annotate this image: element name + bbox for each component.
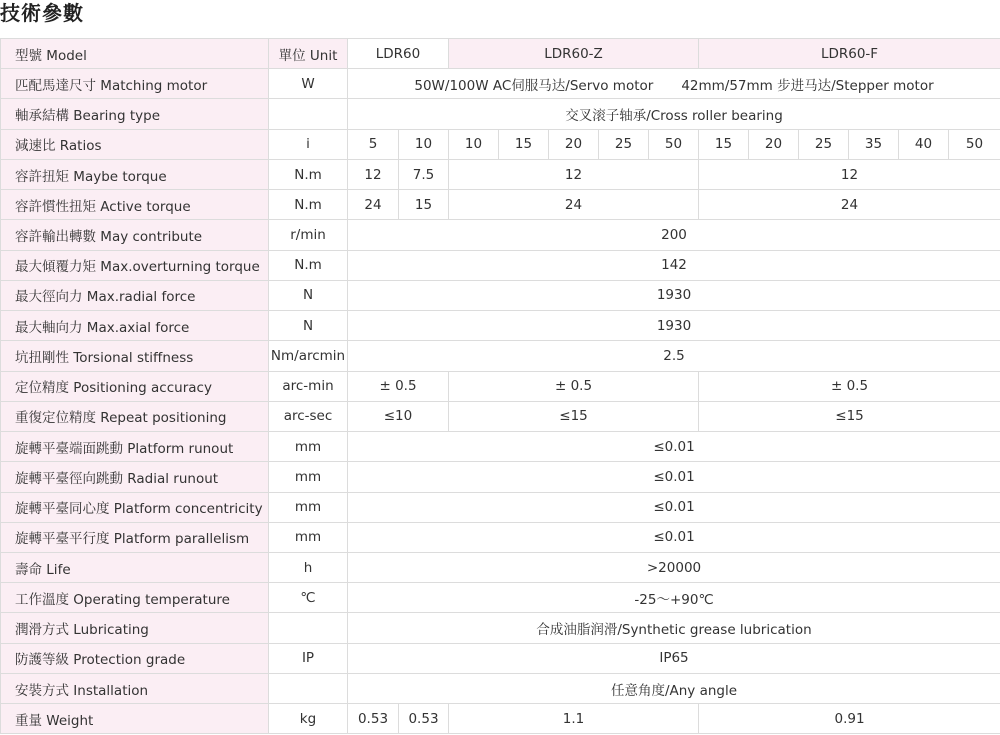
spec-row — [1, 220, 1000, 250]
value-cell: -25～+90℃ — [348, 583, 1000, 613]
spec-row — [1, 250, 1000, 280]
ratio-cell: 25 — [799, 129, 849, 159]
positioning-row — [1, 371, 1000, 401]
value-cell: 7.5 — [399, 159, 449, 189]
row-label: 坑扭剛性 Torsional stiffness — [1, 341, 269, 371]
ratio-cell: 25 — [599, 129, 649, 159]
unit-cell: N — [269, 311, 348, 341]
spec-table — [0, 38, 1000, 734]
row-label: 容許慣性扭矩 Active torque — [1, 190, 269, 220]
value-cell: 合成油脂润滑/Synthetic grease lubrication — [348, 613, 1000, 643]
row-label: 最大徑向力 Max.radial force — [1, 280, 269, 310]
page-title: 技術參數 — [0, 1, 84, 25]
stepper-motor-text: 42mm/57mm 步进马达/Stepper motor — [681, 77, 934, 94]
value-cell — [348, 69, 1000, 99]
spec-row — [1, 552, 1000, 582]
row-label: 軸承結構 Bearing type — [1, 99, 269, 129]
spec-row — [1, 613, 1000, 643]
maybe-torque-row — [1, 159, 1000, 189]
model-ldr60-f: LDR60-F — [699, 39, 1000, 69]
value-cell: 1930 — [348, 280, 1000, 310]
row-label: 容許輸出轉數 May contribute — [1, 220, 269, 250]
unit-cell: W — [269, 69, 348, 99]
unit-cell: mm — [269, 432, 348, 462]
unit-cell: N.m — [269, 159, 348, 189]
ratio-cell: 15 — [699, 129, 749, 159]
value-cell: 交叉滚子轴承/Cross roller bearing — [348, 99, 1000, 129]
value-cell: 12 — [348, 159, 399, 189]
value-cell: ≤15 — [449, 401, 699, 431]
row-label: 減速比 Ratios — [1, 129, 269, 159]
value-cell: 15 — [399, 190, 449, 220]
servo-motor-text: 50W/100W AC伺服马达/Servo motor — [414, 77, 654, 94]
spec-row — [1, 280, 1000, 310]
row-label: 旋轉平臺端面跳動 Platform runout — [1, 432, 269, 462]
spec-row — [1, 462, 1000, 492]
unit-cell: mm — [269, 492, 348, 522]
row-label: 最大軸向力 Max.axial force — [1, 311, 269, 341]
row-label: 定位精度 Positioning accuracy — [1, 371, 269, 401]
row-label: 最大傾覆力矩 Max.overturning torque — [1, 250, 269, 280]
unit-cell: kg — [269, 704, 348, 734]
matching-motor-row — [1, 69, 1000, 99]
unit-cell — [269, 673, 348, 703]
value-cell: ± 0.5 — [449, 371, 699, 401]
ratio-cell: 40 — [899, 129, 949, 159]
value-cell: IP65 — [348, 643, 1000, 673]
unit-cell — [269, 99, 348, 129]
spec-row — [1, 432, 1000, 462]
bearing-row — [1, 99, 1000, 129]
value-cell: 12 — [449, 159, 699, 189]
row-label: 重復定位精度 Repeat positioning — [1, 401, 269, 431]
row-label: 容許扭矩 Maybe torque — [1, 159, 269, 189]
value-cell: ≤0.01 — [348, 492, 1000, 522]
row-label: 重量 Weight — [1, 704, 269, 734]
unit-cell: h — [269, 552, 348, 582]
unit-cell: ℃ — [269, 583, 348, 613]
value-cell: ≤10 — [348, 401, 449, 431]
row-label: 旋轉平臺同心度 Platform concentricity — [1, 492, 269, 522]
ratio-cell: 20 — [749, 129, 799, 159]
row-label: 旋轉平臺徑向跳動 Radial runout — [1, 462, 269, 492]
spec-row — [1, 583, 1000, 613]
value-cell: 12 — [699, 159, 1000, 189]
value-cell: 0.53 — [399, 704, 449, 734]
row-label: 匹配馬達尺寸 Matching motor — [1, 69, 269, 99]
ratio-cell: 50 — [949, 129, 1000, 159]
value-cell: 0.53 — [348, 704, 399, 734]
spec-row — [1, 311, 1000, 341]
value-cell: ≤15 — [699, 401, 1000, 431]
value-cell: ≤0.01 — [348, 522, 1000, 552]
unit-cell: r/min — [269, 220, 348, 250]
value-cell: 24 — [699, 190, 1000, 220]
weight-row — [1, 704, 1000, 734]
ratios-row — [1, 129, 1000, 159]
active-torque-row — [1, 190, 1000, 220]
value-cell: 任意角度/Any angle — [348, 673, 1000, 703]
ratio-cell: 10 — [399, 129, 449, 159]
ratio-cell: 50 — [649, 129, 699, 159]
spec-row — [1, 673, 1000, 703]
ratio-cell: 20 — [549, 129, 599, 159]
value-cell: 2.5 — [348, 341, 1000, 371]
unit-cell: N — [269, 280, 348, 310]
repeat-row — [1, 401, 1000, 431]
model-ldr60: LDR60 — [348, 39, 449, 69]
value-cell: 24 — [449, 190, 699, 220]
spec-row — [1, 492, 1000, 522]
unit-cell: Nm/arcmin — [269, 341, 348, 371]
value-cell: ± 0.5 — [699, 371, 1000, 401]
row-label: 潤滑方式 Lubricating — [1, 613, 269, 643]
unit-cell: 單位 Unit — [269, 39, 348, 69]
header-row — [1, 39, 1000, 69]
value-cell: >20000 — [348, 552, 1000, 582]
value-cell: 24 — [348, 190, 399, 220]
value-cell: 1930 — [348, 311, 1000, 341]
ratio-cell: 35 — [849, 129, 899, 159]
unit-cell: arc-sec — [269, 401, 348, 431]
unit-cell — [269, 613, 348, 643]
unit-cell: i — [269, 129, 348, 159]
value-cell: 0.91 — [699, 704, 1000, 734]
unit-cell: N.m — [269, 190, 348, 220]
value-cell: 142 — [348, 250, 1000, 280]
unit-cell: N.m — [269, 250, 348, 280]
value-cell: 1.1 — [449, 704, 699, 734]
unit-cell: mm — [269, 462, 348, 492]
value-cell: ≤0.01 — [348, 462, 1000, 492]
row-label: 安裝方式 Installation — [1, 673, 269, 703]
spec-row — [1, 522, 1000, 552]
unit-cell: arc-min — [269, 371, 348, 401]
row-label: 型號 Model — [1, 39, 269, 69]
ratio-cell: 15 — [499, 129, 549, 159]
row-label: 防護等級 Protection grade — [1, 643, 269, 673]
row-label: 旋轉平臺平行度 Platform parallelism — [1, 522, 269, 552]
unit-cell: IP — [269, 643, 348, 673]
value-cell: 200 — [348, 220, 1000, 250]
ratio-cell: 5 — [348, 129, 399, 159]
spec-row — [1, 643, 1000, 673]
spec-row — [1, 341, 1000, 371]
value-cell: ≤0.01 — [348, 432, 1000, 462]
model-ldr60-z: LDR60-Z — [449, 39, 699, 69]
unit-cell: mm — [269, 522, 348, 552]
row-label: 工作溫度 Operating temperature — [1, 583, 269, 613]
row-label: 壽命 Life — [1, 552, 269, 582]
ratio-cell: 10 — [449, 129, 499, 159]
value-cell: ± 0.5 — [348, 371, 449, 401]
